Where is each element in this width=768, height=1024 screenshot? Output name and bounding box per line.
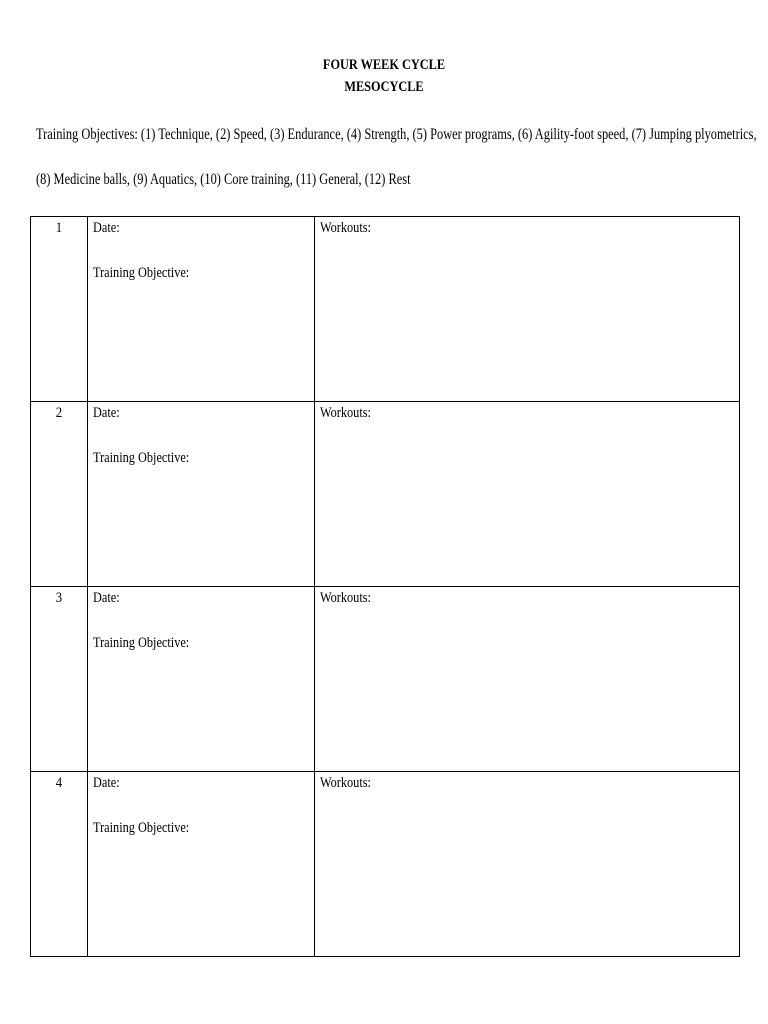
title-block <box>0 54 768 98</box>
workouts-label: Workouts: <box>320 775 371 791</box>
week-number: 2 <box>55 405 63 421</box>
table-row <box>31 217 740 402</box>
date-label: Date: <box>93 775 120 791</box>
workouts-cell[interactable] <box>315 217 740 402</box>
table-row <box>31 587 740 772</box>
objectives-line-1: Training Objectives: (1) Technique, (2) Speed, (3) Endurance, (4) Strength, (5) Power programs, (6) Agility-foot speed, (7) Jumping plyometrics, <box>36 126 757 143</box>
table-row <box>31 402 740 587</box>
week-number-cell <box>31 402 88 587</box>
training-objective-label: Training Objective: <box>93 450 190 466</box>
week-number: 1 <box>55 220 63 236</box>
week-number: 3 <box>55 590 63 606</box>
date-label: Date: <box>93 405 120 421</box>
workouts-label: Workouts: <box>320 405 371 421</box>
workouts-cell[interactable] <box>315 772 740 957</box>
workouts-label: Workouts: <box>320 590 371 606</box>
workouts-label: Workouts: <box>320 220 371 236</box>
week-number-cell <box>31 587 88 772</box>
cycle-table <box>30 216 740 957</box>
table-row <box>31 772 740 957</box>
workouts-cell[interactable] <box>315 402 740 587</box>
training-objective-label: Training Objective: <box>93 820 190 836</box>
date-objective-cell[interactable] <box>88 772 315 957</box>
date-label: Date: <box>93 590 120 606</box>
title-line-2: MESOCYCLE <box>344 79 424 95</box>
date-objective-cell[interactable] <box>88 587 315 772</box>
title-line-1: FOUR WEEK CYCLE <box>322 57 446 73</box>
workouts-cell[interactable] <box>315 587 740 772</box>
training-objective-label: Training Objective: <box>93 635 190 651</box>
week-number-cell <box>31 217 88 402</box>
week-number: 4 <box>55 775 63 791</box>
date-label: Date: <box>93 220 120 236</box>
date-objective-cell[interactable] <box>88 217 315 402</box>
week-number-cell <box>31 772 88 957</box>
objectives-line-2: (8) Medicine balls, (9) Aquatics, (10) Core training, (11) General, (12) Rest <box>36 171 411 188</box>
date-objective-cell[interactable] <box>88 402 315 587</box>
training-objective-label: Training Objective: <box>93 265 190 281</box>
